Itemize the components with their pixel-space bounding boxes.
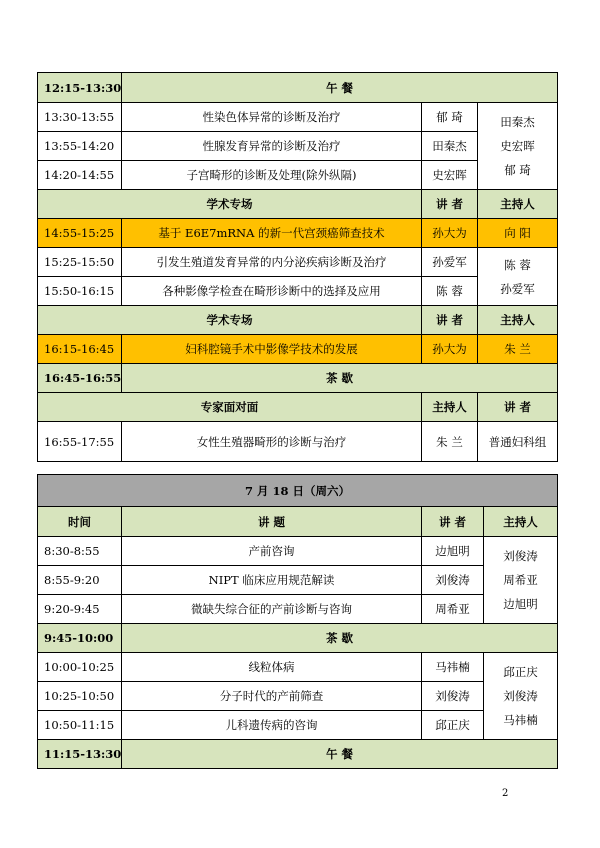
speaker-cell: 周希亚 xyxy=(422,595,484,624)
section-label: 专家面对面 xyxy=(38,393,422,422)
speaker-cell: 史宏晖 xyxy=(422,161,478,190)
schedule-table-july-18 xyxy=(37,474,558,769)
section-label: 学术专场 xyxy=(38,306,422,335)
host-name: 史宏晖 xyxy=(500,139,535,153)
host-cell: 朱 兰 xyxy=(422,422,478,462)
host-header: 主持人 xyxy=(484,507,558,537)
host-cell xyxy=(484,537,558,624)
lunch-row xyxy=(38,73,558,103)
section-header-row xyxy=(38,306,558,335)
topic-cell: 微缺失综合征的产前诊断与咨询 xyxy=(122,595,422,624)
speaker-cell: 孙大为 xyxy=(422,219,478,248)
time-cell: 16:55-17:55 xyxy=(38,422,122,462)
topic-cell: 分子时代的产前筛查 xyxy=(122,682,422,711)
table-row xyxy=(38,595,558,624)
speaker-cell: 田秦杰 xyxy=(422,132,478,161)
time-cell: 8:30-8:55 xyxy=(38,537,122,566)
section-header-row xyxy=(38,190,558,219)
host-cell xyxy=(478,248,558,306)
break-row xyxy=(38,364,558,393)
speaker-cell: 普通妇科组 xyxy=(478,422,558,462)
time-cell: 13:30-13:55 xyxy=(38,103,122,132)
host-header: 主持人 xyxy=(478,190,558,219)
speaker-cell: 马祎楠 xyxy=(422,653,484,682)
speaker-header: 讲 者 xyxy=(422,507,484,537)
schedule-table-afternoon xyxy=(37,72,558,462)
host-name: 刘俊涛 xyxy=(503,549,538,563)
break-row xyxy=(38,624,558,653)
speaker-cell: 陈 蓉 xyxy=(422,277,478,306)
table-row xyxy=(38,653,558,682)
break-label: 茶 歇 xyxy=(122,364,558,393)
speaker-header: 讲 者 xyxy=(478,393,558,422)
time-cell: 9:45-10:00 xyxy=(38,624,122,653)
time-cell: 15:25-15:50 xyxy=(38,248,122,277)
table-row xyxy=(38,103,558,132)
table-row xyxy=(38,566,558,595)
time-cell: 14:20-14:55 xyxy=(38,161,122,190)
time-cell: 9:20-9:45 xyxy=(38,595,122,624)
highlight-row xyxy=(38,219,558,248)
table-row xyxy=(38,711,558,740)
speaker-header: 讲 者 xyxy=(422,306,478,335)
time-cell: 12:15-13:30 xyxy=(38,73,122,103)
topic-cell: NIPT 临床应用规范解读 xyxy=(122,566,422,595)
topic-cell: 女性生殖器畸形的诊断与治疗 xyxy=(122,422,422,462)
speaker-cell: 孙爱军 xyxy=(422,248,478,277)
speaker-cell: 刘俊涛 xyxy=(422,566,484,595)
time-cell: 8:55-9:20 xyxy=(38,566,122,595)
host-name: 周希亚 xyxy=(503,573,538,587)
time-cell: 10:00-10:25 xyxy=(38,653,122,682)
host-header: 主持人 xyxy=(422,393,478,422)
host-cell xyxy=(484,653,558,740)
lunch-label: 午 餐 xyxy=(122,740,558,769)
speaker-cell: 孙大为 xyxy=(422,335,478,364)
host-name: 郁 琦 xyxy=(504,163,531,177)
topic-cell: 线粒体病 xyxy=(122,653,422,682)
topic-cell: 产前咨询 xyxy=(122,537,422,566)
host-header: 主持人 xyxy=(478,306,558,335)
topic-cell: 各种影像学检查在畸形诊断中的选择及应用 xyxy=(122,277,422,306)
host-name: 孙爱军 xyxy=(500,281,535,296)
host-cell: 向 阳 xyxy=(478,219,558,248)
section-label: 学术专场 xyxy=(38,190,422,219)
lunch-label: 午 餐 xyxy=(122,73,558,103)
table-row xyxy=(38,537,558,566)
time-cell: 14:55-15:25 xyxy=(38,219,122,248)
topic-cell: 引发生殖道发育异常的内分泌疾病诊断及治疗 xyxy=(122,248,422,277)
time-cell: 13:55-14:20 xyxy=(38,132,122,161)
time-cell: 11:15-13:30 xyxy=(38,740,122,769)
host-name: 刘俊涛 xyxy=(503,689,538,703)
host-name: 边旭明 xyxy=(503,597,538,611)
host-name: 邱正庆 xyxy=(503,665,538,679)
speaker-cell: 刘俊涛 xyxy=(422,682,484,711)
topic-cell: 性腺发育异常的诊断及治疗 xyxy=(122,132,422,161)
break-label: 茶 歇 xyxy=(122,624,558,653)
topic-cell: 妇科腔镜手术中影像学技术的发展 xyxy=(122,335,422,364)
host-cell xyxy=(478,103,558,190)
time-cell: 16:45-16:55 xyxy=(38,364,122,393)
date-header-row xyxy=(38,475,558,507)
time-header: 时间 xyxy=(38,507,122,537)
table-row xyxy=(38,682,558,711)
time-cell: 10:25-10:50 xyxy=(38,682,122,711)
host-name: 马祎楠 xyxy=(503,713,538,727)
speaker-cell: 邱正庆 xyxy=(422,711,484,740)
topic-cell: 基于 E6E7mRNA 的新一代宫颈癌筛查技术 xyxy=(122,219,422,248)
page-number: 2 xyxy=(502,788,509,799)
topic-cell: 儿科遗传病的咨询 xyxy=(122,711,422,740)
time-cell: 15:50-16:15 xyxy=(38,277,122,306)
lunch-row xyxy=(38,740,558,769)
host-name: 田秦杰 xyxy=(500,115,535,129)
highlight-row xyxy=(38,335,558,364)
section-header-row xyxy=(38,393,558,422)
date-label: 7 月 18 日（周六） xyxy=(38,475,558,507)
time-cell: 16:15-16:45 xyxy=(38,335,122,364)
topic-header: 讲 题 xyxy=(122,507,422,537)
table-row xyxy=(38,248,558,277)
host-cell: 朱 兰 xyxy=(478,335,558,364)
host-name: 陈 蓉 xyxy=(504,257,531,272)
topic-cell: 性染色体异常的诊断及治疗 xyxy=(122,103,422,132)
table-row xyxy=(38,422,558,462)
time-cell: 10:50-11:15 xyxy=(38,711,122,740)
speaker-header: 讲 者 xyxy=(422,190,478,219)
topic-cell: 子宫畸形的诊断及处理(除外纵隔) xyxy=(122,161,422,190)
column-header-row xyxy=(38,507,558,537)
speaker-cell: 边旭明 xyxy=(422,537,484,566)
speaker-cell: 郁 琦 xyxy=(422,103,478,132)
